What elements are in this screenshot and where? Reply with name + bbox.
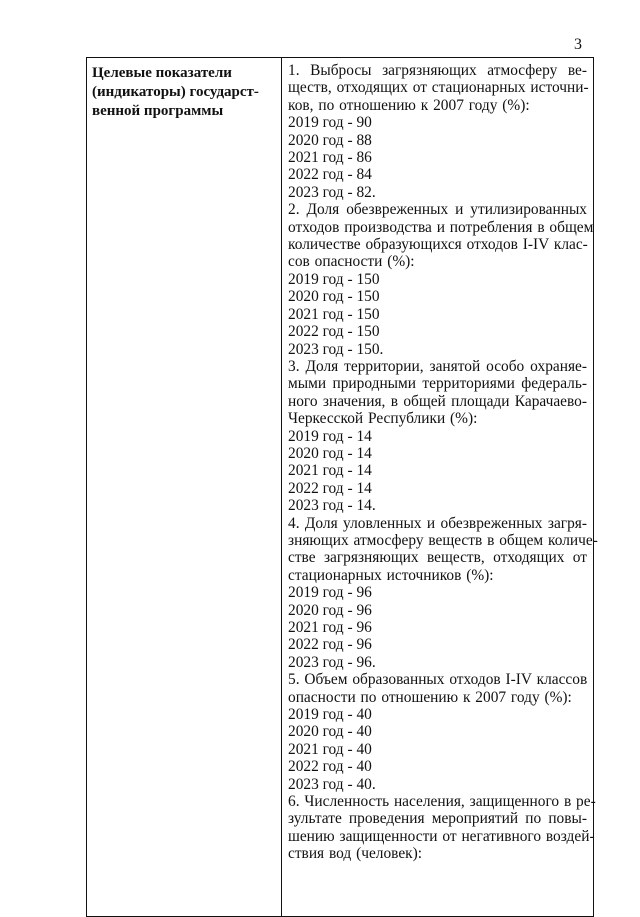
indicator-block [288,793,596,863]
left-header-line: Целевые показатели [92,65,232,81]
indicator-value: 2023 год - 82. [288,183,376,201]
indicator-value: 2019 год - 96 [288,584,372,602]
indicator-title-line: мыми природными территориями федераль- [288,375,587,393]
indicator-block [288,671,587,793]
program-table [86,57,598,917]
indicator-title-line: зняющих атмосферу веществ в общем количе- [288,531,598,549]
indicator-title-line: ков, по отношению к 2007 году (%): [288,96,530,114]
indicator-title [288,201,594,271]
indicator-value: 2019 год - 14 [288,427,372,445]
indicator-title-line: Черкесской Республики (%): [288,410,478,428]
left-header-line: венной программы [92,103,224,119]
indicator-value: 2022 год - 40 [288,758,372,776]
indicator-value: 2023 год - 96. [288,653,376,671]
indicator-title-line: 4. Доля уловленных и обезвреженных загря- [288,514,587,532]
indicator-title-line: ствия вод (человек): [288,845,423,863]
indicator-title-line: количестве образующихся отходов I-IV клас- [288,236,588,254]
indicator-value: 2019 год - 150 [288,270,380,288]
table-row [87,58,594,917]
indicator-value: 2020 год - 14 [288,444,372,462]
indicator-block [288,514,598,672]
indicator-title [288,671,587,706]
indicator-value: 2020 год - 88 [288,131,372,149]
indicator-value: 2023 год - 150. [288,340,384,358]
indicator-title [288,514,598,585]
indicator-title-line: отходов производства и потребления в общем [288,218,594,236]
indicator-value: 2022 год - 150 [288,323,380,341]
indicator-value: 2020 год - 150 [288,288,380,306]
indicator-title-line: ществ, отходящих от стационарных источни- [288,79,589,97]
indicator-value: 2021 год - 40 [288,740,372,758]
indicator-value: 2019 год - 40 [288,706,372,724]
indicator-title-line: ного значения, в общей площади Карачаево- [288,392,587,410]
indicator-title-line: шению защищенности от негативного воздей- [288,827,595,845]
indicator-title-line: стве загрязняющих веществ, отходящих от [288,549,587,567]
indicator-value: 2020 год - 40 [288,723,372,741]
indicator-value: 2022 год - 84 [288,166,372,184]
indicator-title-line: 5. Объем образованных отходов I-IV классов [288,671,588,689]
indicator-values-cell [282,58,598,917]
indicator-value: 2021 год - 96 [288,619,372,636]
indicator-title [288,62,587,114]
indicator-title-line: опасности по отношению к 2007 году (%): [288,688,572,706]
indicator-title-line: 6. Численность населения, защищенного в ре- [288,793,596,811]
indicator-title [288,793,596,863]
indicator-value: 2021 год - 150 [288,305,380,323]
indicator-value: 2020 год - 96 [288,601,372,619]
indicator-title-line: 1. Выбросы загрязняющих атмосферу ве- [288,62,587,79]
page-number: 3 [574,36,582,53]
indicator-value: 2023 год - 14. [288,497,376,515]
left-header-line: (индикаторы) государст- [92,84,259,100]
indicator-block [288,62,587,201]
indicator-value: 2019 год - 90 [288,114,372,132]
indicator-block [288,201,594,358]
indicator-value: 2021 год - 86 [288,149,372,167]
indicator-title [288,358,587,428]
indicator-title-line: 2. Доля обезвреженных и утилизированных [288,201,587,219]
indicator-value: 2021 год - 14 [288,462,372,480]
indicator-label-cell [87,58,282,917]
indicator-title-line: сов опасности (%): [288,253,415,271]
indicator-block [288,358,587,515]
indicator-title-line: зультате проведения мероприятий по повы- [288,810,587,828]
indicator-value: 2022 год - 96 [288,636,372,654]
indicator-title-line: 3. Доля территории, занятой особо охраняе- [288,357,587,375]
indicator-value: 2022 год - 14 [288,479,372,497]
indicator-title-line: стационарных источников (%): [288,566,494,584]
indicator-value: 2023 год - 40. [288,775,376,793]
